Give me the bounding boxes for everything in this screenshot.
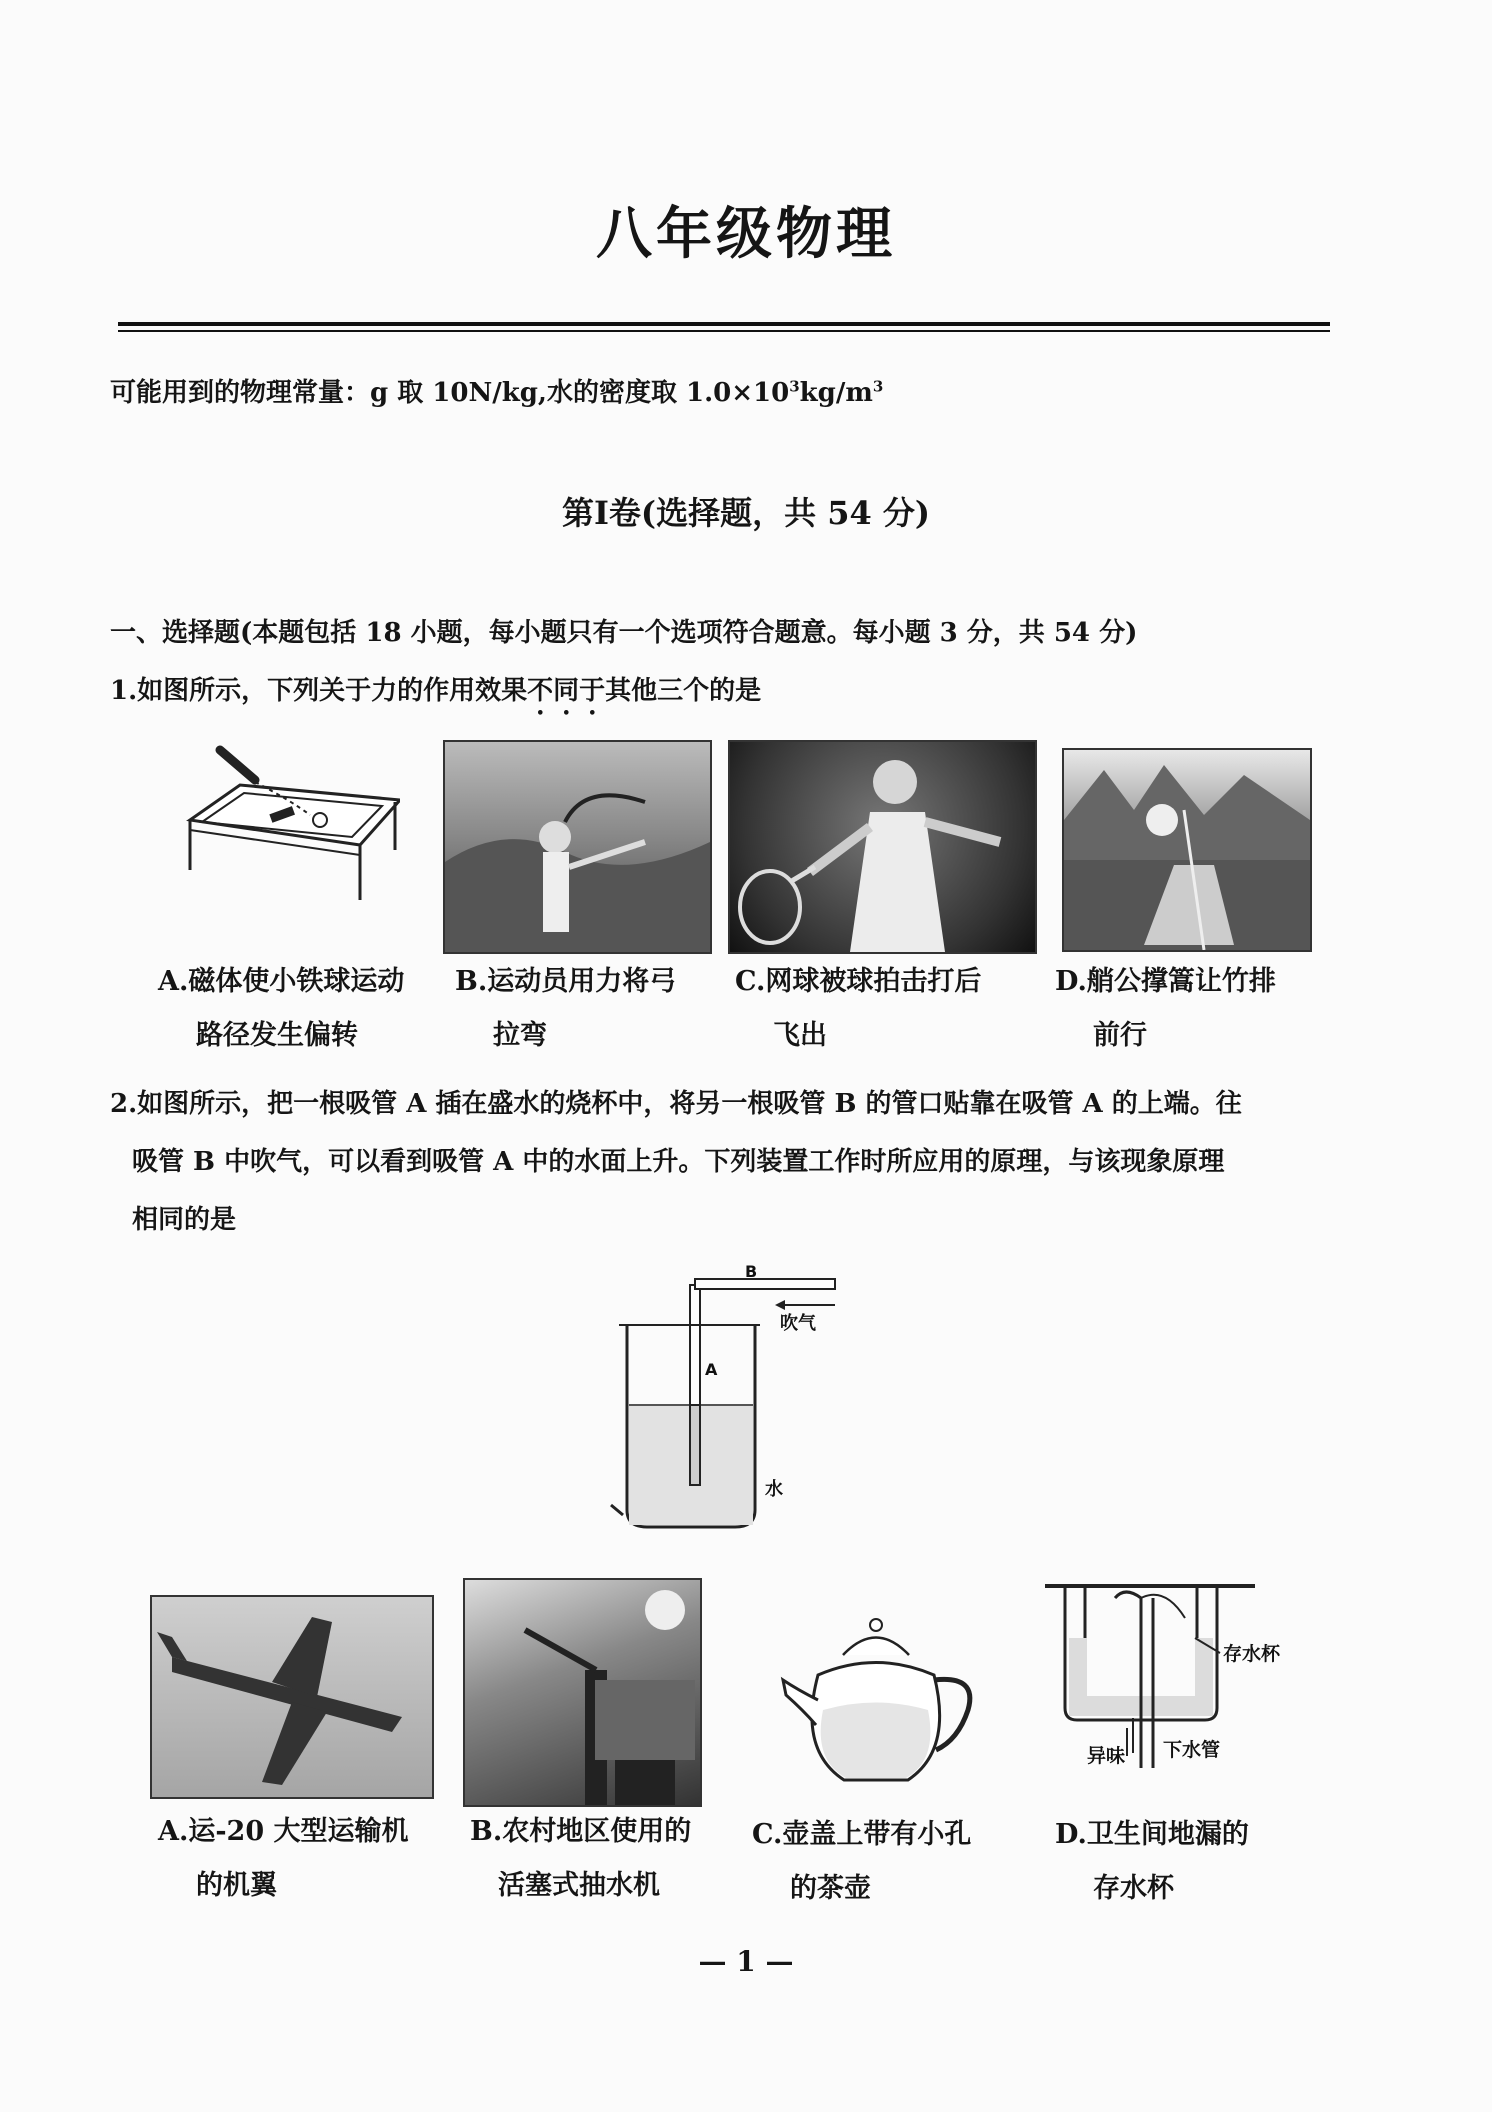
page-number: — 1 — bbox=[698, 1945, 794, 1978]
q2-figure-b-pump-photo bbox=[463, 1578, 702, 1807]
title-rule-top bbox=[118, 322, 1330, 326]
section-heading: 一、选择题(本题包括 18 小题，每小题只有一个选项符合题意。每小题 3 分，共 54 分) bbox=[110, 618, 1138, 648]
label-b: B bbox=[745, 1265, 758, 1281]
label-blow: 吹气 bbox=[780, 1313, 816, 1334]
q1-option-b: B.运动员用力将弓 拉弯 bbox=[455, 966, 677, 1051]
question-2-stem: 2.如图所示，把一根吸管 A 插在盛水的烧杯中，将另一根吸管 B 的管口贴靠在吸管 A 的上端。往 吸管 B 中吹气，可以看到吸管 A 中的水面上升。下列装置工作时所应用的原理，与该现象原理 相同的是 bbox=[110, 1089, 1242, 1235]
q2-figure-a-plane-photo bbox=[150, 1595, 434, 1799]
q2-figure-d-floor-drain bbox=[1045, 1578, 1305, 1768]
label-pipe: 下水管 bbox=[1163, 1739, 1221, 1761]
label-a: A bbox=[705, 1360, 718, 1379]
label-smell: 异味 bbox=[1087, 1745, 1126, 1767]
q1-figure-b-archer-photo bbox=[443, 740, 712, 954]
title-rule-bottom bbox=[118, 330, 1330, 332]
section-title: 第Ⅰ卷(选择题，共 54 分) bbox=[561, 494, 931, 532]
question-1-stem: 1.如图所示，下列关于力的作用效果不同于其他三个的是 bbox=[110, 676, 762, 706]
q2-beaker-diagram bbox=[605, 1265, 845, 1545]
q1-option-c: C.网球被球拍击打后 飞出 bbox=[735, 966, 982, 1051]
q2-option-b: B.农村地区使用的 活塞式抽水机 bbox=[470, 1816, 692, 1901]
q1-figure-c-tennis-photo bbox=[728, 740, 1037, 954]
q1-figure-a-magnet-table bbox=[160, 730, 400, 920]
q1-figure-d-bamboo-raft-photo bbox=[1062, 748, 1312, 952]
label-cup: 存水杯 bbox=[1223, 1643, 1281, 1665]
page-title: 八年级物理 bbox=[596, 201, 896, 267]
q2-option-a: A.运-20 大型运输机 的机翼 bbox=[158, 1816, 409, 1901]
physical-constants: 可能用到的物理常量：g 取 10N/kg,水的密度取 $1.0\times 10^3kg/m^3$ bbox=[110, 377, 884, 408]
q2-option-d: D.卫生间地漏的 存水杯 bbox=[1055, 1819, 1249, 1904]
q1-option-a: A.磁体使小铁球运动 路径发生偏转 bbox=[158, 966, 405, 1051]
q1-option-d: D.艄公撑篙让竹排 前行 bbox=[1055, 966, 1276, 1051]
label-water: 水 bbox=[765, 1479, 783, 1500]
q2-option-c: C.壶盖上带有小孔 的茶壶 bbox=[752, 1819, 972, 1904]
q2-figure-c-teapot bbox=[778, 1600, 978, 1790]
